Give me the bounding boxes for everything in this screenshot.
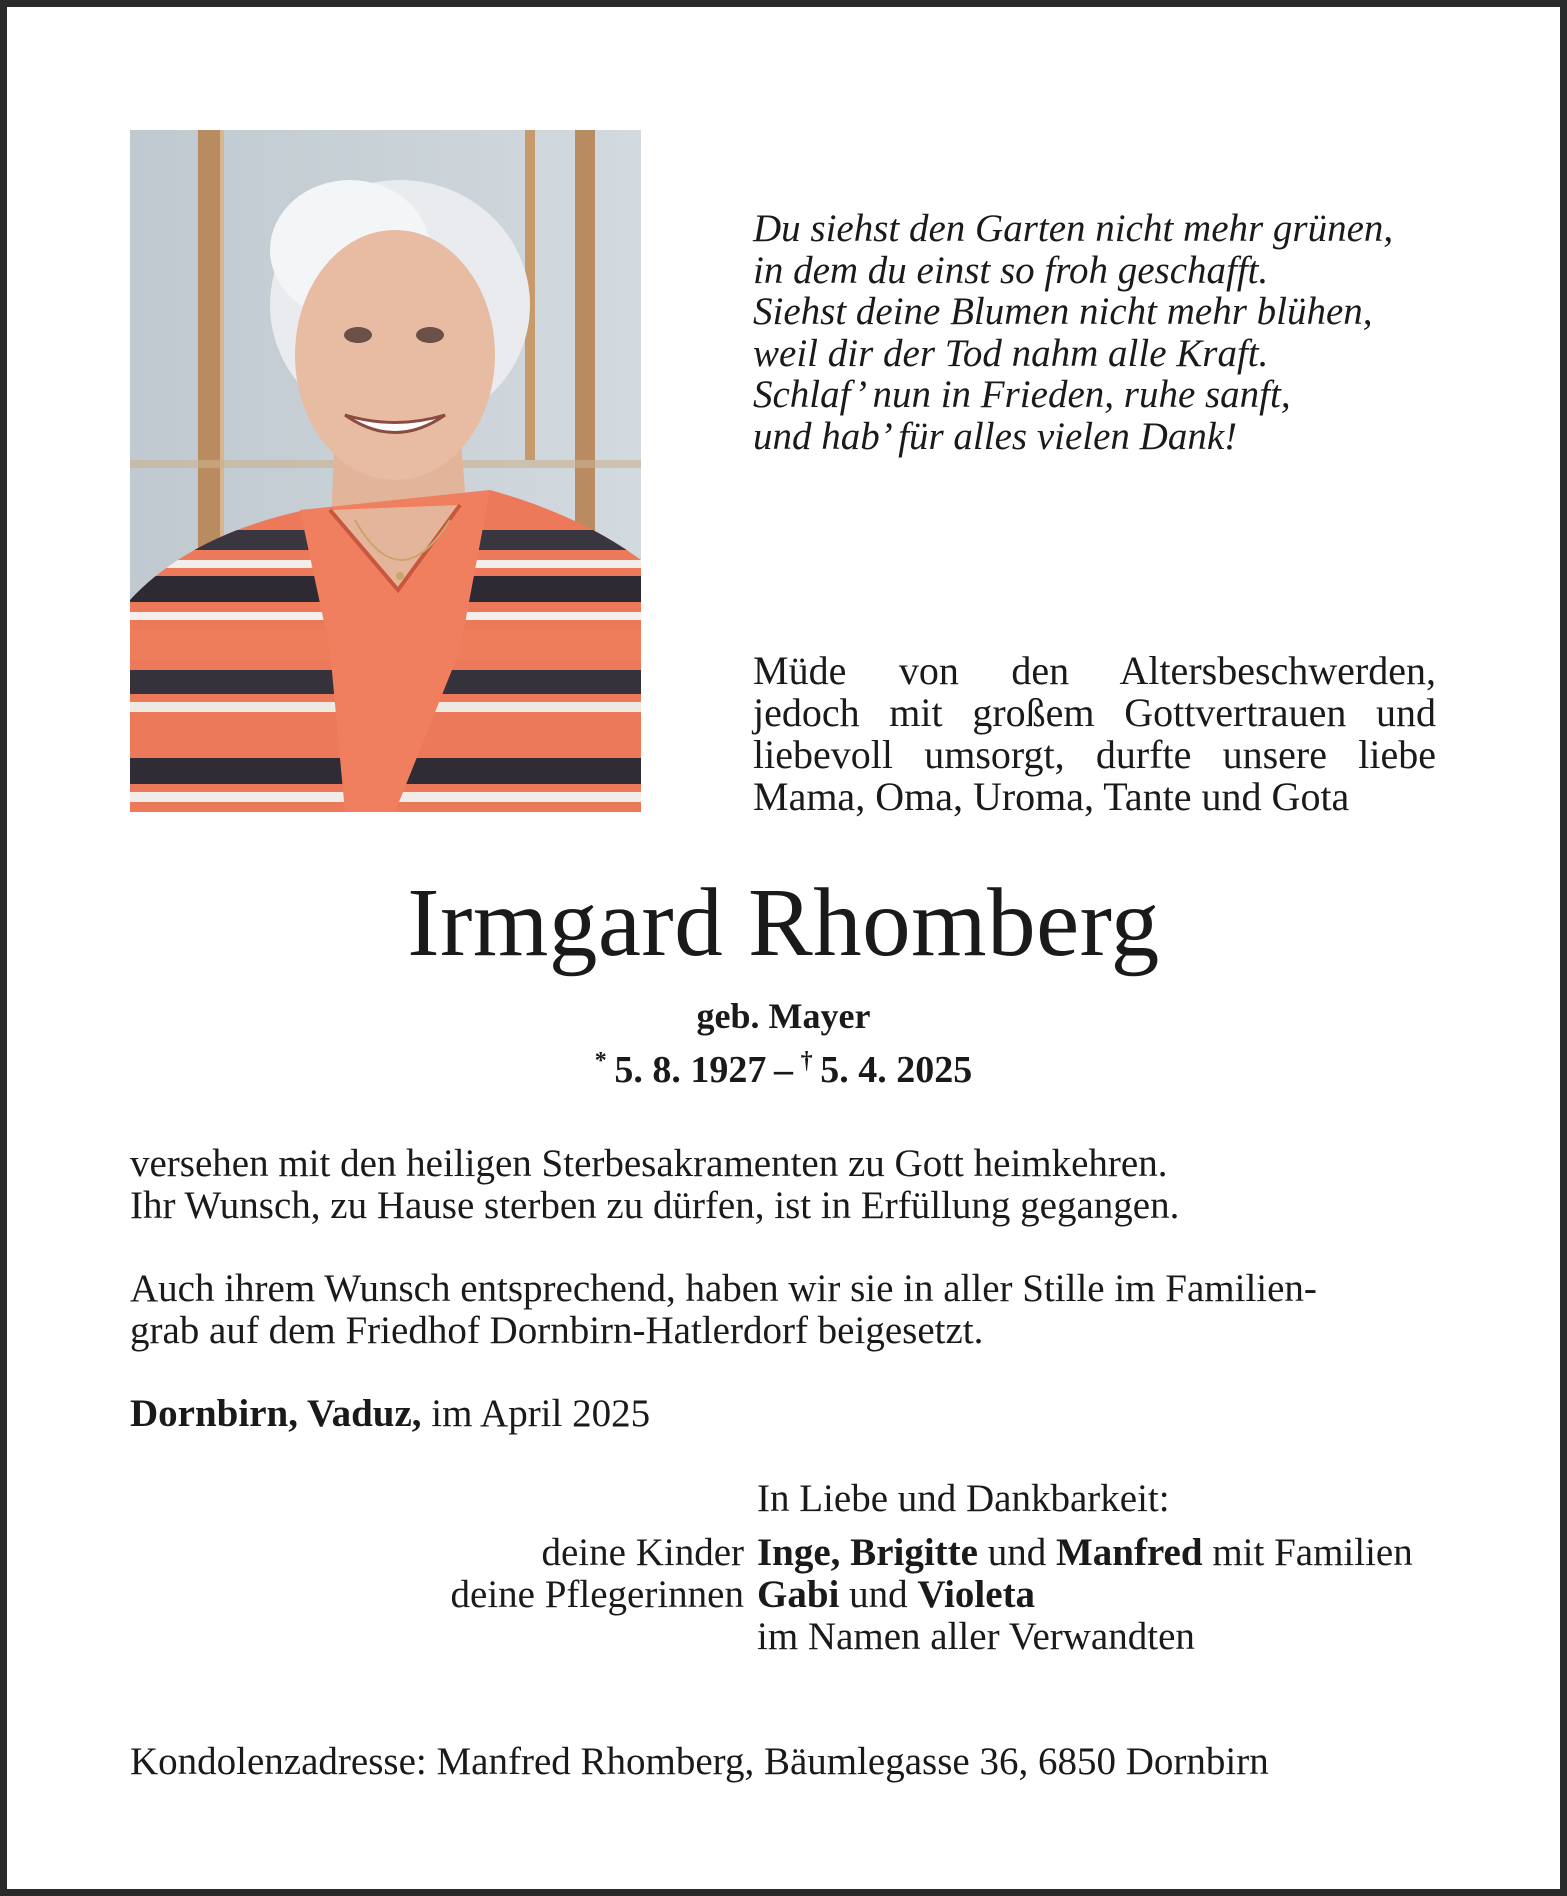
intro-line: Mama, Oma, Uroma, Tante und Gota [753, 774, 1350, 819]
intro-line: jedoch mit großem Gottvertrauen und [753, 690, 1436, 735]
child-name-2: Manfred [1055, 1531, 1203, 1574]
poem-line: Siehst deine Blumen nicht mehr blühen, [753, 290, 1373, 333]
paragraph-burial [130, 1268, 1440, 1352]
intro-line: liebevoll umsorgt, durfte unsere liebe [753, 732, 1436, 777]
poem-line: Du siehst den Garten nicht mehr grünen, [753, 207, 1394, 250]
carer-name-2: Violeta [917, 1573, 1036, 1616]
condolence-address: Kondolenzadresse: Manfred Rhomberg, Bäumlegasse 36, 6850 Dornbirn [130, 1740, 1269, 1783]
portrait-photo [130, 130, 641, 812]
deceased-name: Irmgard Rhomberg [407, 869, 1160, 976]
paragraph-line: Ihr Wunsch, zu Hause sterben zu dürfen, ist in Erfüllung gegangen. [130, 1184, 1180, 1227]
date-separator: – [774, 1049, 793, 1091]
birth-date: 5. 8. 1927 [614, 1049, 767, 1091]
carers-names [757, 1574, 1035, 1616]
relatives-line: im Namen aller Verwandten [757, 1615, 1195, 1658]
place-date [130, 1393, 650, 1435]
conjunction: und [849, 1573, 908, 1616]
death-symbol: † [800, 1048, 813, 1074]
signature-heading: In Liebe und Dankbarkeit: [757, 1477, 1170, 1520]
child-names-1: Inge, Brigitte [757, 1531, 978, 1574]
date-text: im April 2025 [431, 1392, 651, 1435]
paragraph-line: versehen mit den heiligen Sterbesakramenten zu Gott heimkehren. [130, 1142, 1168, 1185]
places: Dornbirn, Vaduz, [130, 1392, 422, 1435]
poem-line: in dem du einst so froh geschafft. [753, 248, 1269, 292]
carer-name-1: Gabi [757, 1573, 840, 1616]
paragraph-line: grab auf dem Friedhof Dornbirn-Hatlerdorf beigesetzt. [130, 1309, 984, 1352]
memorial-poem [753, 208, 1473, 457]
paragraph-line: Auch ihrem Wunsch entsprechend, haben wir sie in aller Stille im Familien- [130, 1267, 1317, 1310]
birth-symbol: * [594, 1048, 607, 1074]
paragraph-passing [130, 1143, 1440, 1227]
intro-line: Müde von den Altersbeschwerden, [753, 648, 1436, 693]
children-names [757, 1532, 1413, 1574]
intro-text [753, 650, 1436, 818]
death-date: 5. 4. 2025 [820, 1049, 973, 1091]
carers-label: deine Pflegerinnen [450, 1573, 744, 1616]
children-label: deine Kinder [541, 1531, 744, 1574]
conjunction: und [987, 1531, 1047, 1574]
children-suffix: mit Familien [1212, 1531, 1413, 1574]
birth-name: geb. Mayer [696, 996, 871, 1036]
poem-line: Schlaf’ nun in Frieden, ruhe sanft, [753, 373, 1291, 416]
poem-line: und hab’ für alles vielen Dank! [753, 414, 1238, 458]
life-dates [0, 1040, 1567, 1091]
poem-line: weil dir der Tod nahm alle Kraft. [753, 331, 1269, 375]
